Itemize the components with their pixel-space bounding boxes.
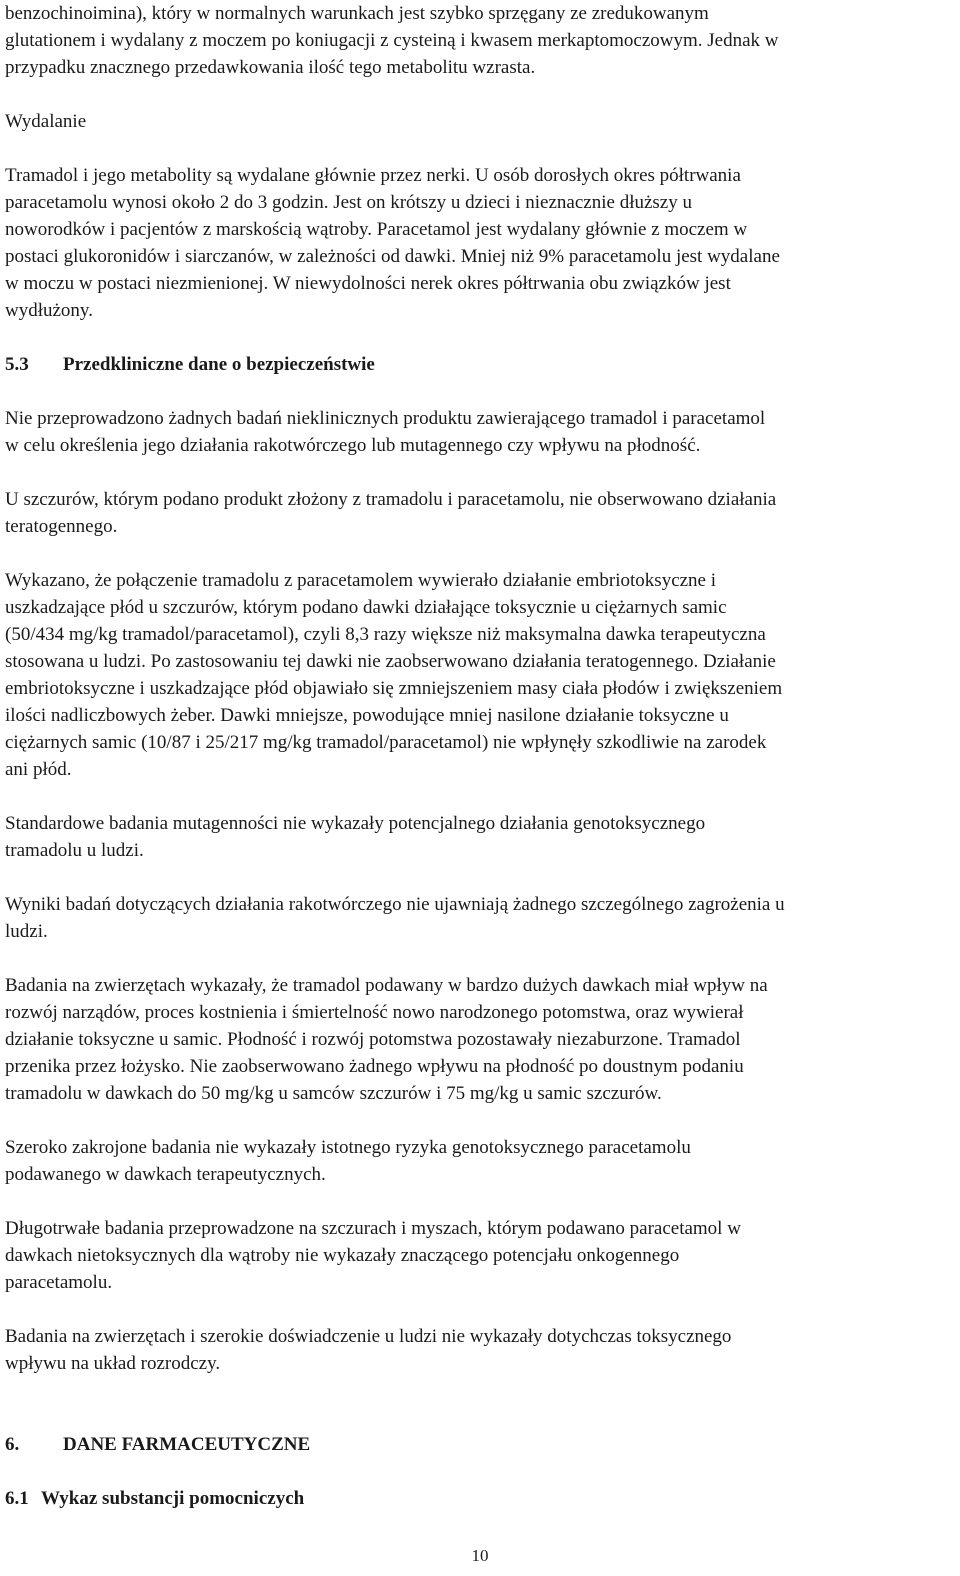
text-line: Wykazano, że połączenie tramadolu z paracetamolem wywierało działanie embriotoksyczne i <box>5 570 717 591</box>
section-title: Wykaz substancji pomocniczych <box>41 1488 305 1509</box>
text-line: w celu określenia jego działania rakotwórczego lub mutagennego czy wpływu na płodność. <box>5 435 701 456</box>
text-line: glutationem i wydalany z moczem po koniugacji z cysteiną i kwasem merkaptomoczowym. Jednak w <box>5 30 779 51</box>
text-line: postaci glukoronidów i siarczanów, w zależności od dawki. Mniej niż 9% paracetamolu jest wydalane <box>5 246 780 267</box>
text-line: wpływu na układ rozrodczy. <box>5 1353 221 1374</box>
text-line: Szeroko zakrojone badania nie wykazały istotnego ryzyka genotoksycznego paracetamolu <box>5 1137 691 1158</box>
paragraph <box>5 972 955 1107</box>
section-heading-5-3 <box>5 351 955 378</box>
text-line: stosowana u ludzi. Po zastosowaniu tej dawki nie zaobserwowano działania teratogennego. Działanie <box>5 651 776 672</box>
document-page <box>5 0 955 1512</box>
section-number: 6. <box>5 1434 20 1455</box>
page-number: 10 <box>471 1546 489 1565</box>
paragraph <box>5 1134 955 1188</box>
text-line: przypadku znacznego przedawkowania ilość tego metabolitu wzrasta. <box>5 57 536 78</box>
wydalanie-paragraph <box>5 162 955 324</box>
paragraph <box>5 567 955 783</box>
text-line: tramadolu w dawkach do 50 mg/kg u samców szczurów i 75 mg/kg u samic szczurów. <box>5 1083 662 1104</box>
text-line: Badania na zwierzętach i szerokie doświadczenie u ludzi nie wykazały dotychczas toksycznego <box>5 1326 732 1347</box>
section-heading-6 <box>5 1431 955 1458</box>
text-line: teratogennego. <box>5 516 118 537</box>
paragraph <box>5 405 955 459</box>
text-line: Wyniki badań dotyczących działania rakotwórczego nie ujawniają żadnego szczególnego zagrożenia u <box>5 894 785 915</box>
section-number: 5.3 <box>5 354 29 375</box>
text-line: dawkach nietoksycznych dla wątroby nie wykazały znaczącego potencjału onkogennego <box>5 1245 680 1266</box>
text-line: Długotrwałe badania przeprowadzone na szczurach i myszach, którym podawano paracetamol w <box>5 1218 741 1239</box>
text-line: U szczurów, którym podano produkt złożony z tramadolu i paracetamolu, nie obserwowano działania <box>5 489 777 510</box>
paragraph <box>5 810 955 864</box>
text-line: ani płód. <box>5 759 72 780</box>
section-number: 6.1 <box>5 1488 29 1509</box>
text-line: Standardowe badania mutagenności nie wykazały potencjalnego działania genotoksycznego <box>5 813 706 834</box>
text-line: ilości nadliczbowych żeber. Dawki mniejsze, powodujące mniej nasilone działanie toksyczne u <box>5 705 729 726</box>
section-heading-6-1 <box>5 1485 955 1512</box>
text-line: tramadolu u ludzi. <box>5 840 144 861</box>
paragraph <box>5 891 955 945</box>
text-line: Nie przeprowadzono żadnych badań nieklinicznych produktu zawierającego tramadol i paracetamol <box>5 408 766 429</box>
intro-paragraph <box>5 0 955 81</box>
text-line: noworodków i pacjentów z marskością wątroby. Paracetamol jest wydalany głównie z moczem w <box>5 219 748 240</box>
text-line: uszkadzające płód u szczurów, którym podano dawki działające toksycznie u ciężarnych samic <box>5 597 727 618</box>
section-title: Przedkliniczne dane o bezpieczeństwie <box>63 354 375 375</box>
text-line: benzochinoimina), który w normalnych warunkach jest szybko sprzęgany ze zredukowanym <box>5 3 709 24</box>
text-line: Tramadol i jego metabolity są wydalane głównie przez nerki. U osób dorosłych okres półtrwania <box>5 165 741 186</box>
text-line: przenika przez łożysko. Nie zaobserwowano żadnego wpływu na płodność po doustnym podaniu <box>5 1056 744 1077</box>
text-line: embriotoksyczne i uszkadzające płód objawiało się zmniejszeniem masy ciała płodów i zwiększeniem <box>5 678 783 699</box>
text-line: działanie toksyczne u samic. Płodność i rozwój potomstwa pozostawały niezaburzone. Tramadol <box>5 1029 741 1050</box>
subheading-wydalanie: Wydalanie <box>5 111 87 132</box>
text-line: Badania na zwierzętach wykazały, że tramadol podawany w bardzo dużych dawkach miał wpływ na <box>5 975 768 996</box>
text-line: paracetamolu. <box>5 1272 113 1293</box>
paragraph <box>5 486 955 540</box>
text-line: w moczu w postaci niezmienionej. W niewydolności nerek okres półtrwania obu związków jest <box>5 273 731 294</box>
text-line: wydłużony. <box>5 300 93 321</box>
text-line: ciężarnych samic (10/87 i 25/217 mg/kg tramadol/paracetamol) nie wpłynęły szkodliwie na zarodek <box>5 732 767 753</box>
text-line: podawanego w dawkach terapeutycznych. <box>5 1164 326 1185</box>
text-line: (50/434 mg/kg tramadol/paracetamol), czyli 8,3 razy większe niż maksymalna dawka terapeutyczna <box>5 624 766 645</box>
text-line: rozwój narządów, proces kostnienia i śmiertelność nowo narodzonego potomstwa, oraz wywierał <box>5 1002 744 1023</box>
section-title: DANE FARMACEUTYCZNE <box>63 1434 311 1455</box>
paragraph <box>5 1215 955 1296</box>
text-line: paracetamolu wynosi około 2 do 3 godzin. Jest on krótszy u dzieci i nieznacznie dłuższy u <box>5 192 692 213</box>
text-line: ludzi. <box>5 921 48 942</box>
paragraph <box>5 1323 955 1377</box>
